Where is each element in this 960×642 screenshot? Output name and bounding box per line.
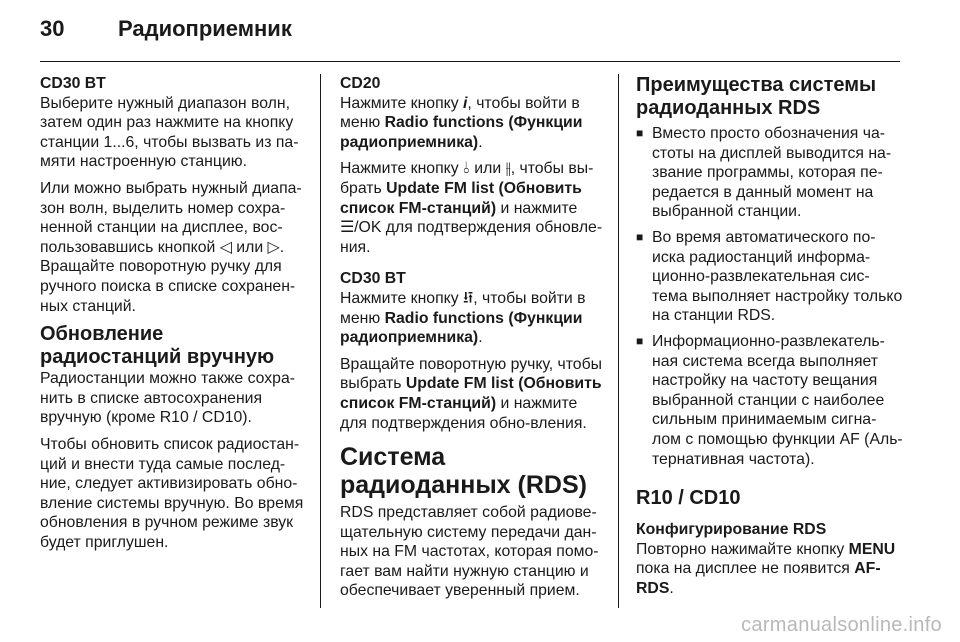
watermark: carmanualsonline.info: [741, 614, 942, 636]
page-header: [0, 0, 960, 62]
page-number: 30: [40, 16, 65, 41]
paragraph: Выберите нужный диапазон волн, затем один раз нажмите на кнопку станции 1...6, чтобы вызвать из па-мяти настроенную станцию.: [40, 94, 299, 171]
text: пока на дисплее не появится: [636, 560, 850, 578]
text: Повторно нажимайте кнопку: [636, 540, 845, 558]
paragraph: [636, 540, 904, 599]
paragraph: [340, 94, 604, 153]
text: Нажмите кнопку: [340, 94, 459, 112]
seek-down-icon: ⫲: [505, 160, 511, 178]
paragraph: [340, 289, 604, 348]
af-rds-label: AF-RDS: [636, 560, 881, 597]
text: .: [478, 329, 483, 347]
info-icon: i: [463, 94, 468, 112]
paragraph: [340, 355, 604, 433]
menu-name: Radio functions (Функции радиоприемника): [340, 309, 583, 347]
text: /OK для подтверждения обновле-ния.: [340, 219, 603, 256]
paragraph: Или можно выбрать нужный диапа-зон волн, выделить номер сохра-ненной станции на дисплее, вос-пользовавшись кнопкой ◁ или ▷. Вращайте поворотную ручку для ручного поиска в списке сохранен-ных станций.: [40, 179, 302, 315]
heading-manual-update: Обновление радиостанций вручную: [40, 323, 275, 369]
list-item: ■ Информационно-развлекатель-ная система всегда выполняет настройку на частоту вещания выбранной станции с наиболее сильным принимаемым сигна-лом с помощью функции AF (Аль-тернативная частота).: [636, 332, 904, 469]
menu-item: Update FM list (Обновить список FM-станций): [340, 179, 582, 217]
text: .: [478, 133, 483, 151]
text: и нажмите для подтверждения обно-вления.: [340, 394, 587, 432]
heading-r10-cd10: R10 / CD10: [636, 487, 741, 510]
text: Вращайте поворотную ручку, чтобы выбрать: [340, 355, 602, 393]
paragraph: Чтобы обновить список радиостан-ций и внести туда самые послед-ние, следует активизировать обно-вление системы вручную. Во время обновления в ручном режиме звук будет приглушен.: [40, 435, 304, 551]
text: , чтобы вы-брать: [340, 160, 594, 197]
paragraph: RDS представляет собой радиове-щательную систему передачи дан-ных на FM частотах, которая помо-гает вам найти нужную станцию и обеспечивает уверенный прием.: [340, 504, 599, 600]
paragraph: [340, 159, 604, 257]
seek-up-icon: ⫰: [463, 160, 470, 178]
subheading-rds-config: Конфигурирование RDS: [636, 521, 827, 539]
text: Нажмите кнопку: [340, 289, 459, 307]
subheading-cd30bt: CD30 BT: [340, 270, 406, 288]
menu-ok-icon: ☰: [340, 219, 355, 237]
column-divider-2: [618, 74, 619, 608]
heading-rds-advantages: Преимущества системы радиоданных RDS: [636, 74, 877, 119]
text: Нажмите кнопку: [340, 160, 459, 178]
text: , чтобы войти в меню: [340, 289, 586, 327]
radio-function-icon: ⭿: [463, 289, 474, 307]
column-right: [636, 74, 904, 605]
text: и нажмите: [500, 199, 578, 217]
list-item: ■ Вместо просто обозначения ча-стоты на дисплей выводится на-звание программы, которая пе-редается в данный момент на выбранной станции.: [636, 124, 904, 222]
bullet-list: [636, 124, 904, 469]
heading-rds: Система радиоданных (RDS): [340, 443, 587, 500]
header-rule: [40, 61, 900, 62]
menu-item: Update FM list (Обновить список FM-станций): [340, 375, 602, 412]
column-divider-1: [320, 74, 321, 608]
paragraph: Радиостанции можно также сохра-нить в списке автосохранения вручную (кроме R10 / CD10).: [40, 370, 296, 427]
subheading-cd30bt: CD30 BT: [40, 75, 106, 92]
text: или: [474, 160, 502, 178]
text: .: [669, 579, 674, 597]
menu-name: Radio functions (Функции радиоприемника): [340, 114, 583, 151]
column-middle: [340, 74, 604, 608]
list-item: ■ Во время автоматического по-иска радиостанций информа-ционно-развлекательная сис-тема выполняет настройку только на станции RDS.: [636, 228, 904, 326]
menu-key: MENU: [848, 540, 896, 558]
text: , чтобы войти в меню: [340, 94, 580, 132]
subheading-cd20: CD20: [340, 75, 381, 92]
column-left: [40, 74, 304, 559]
page-title: Радиоприемник: [118, 16, 292, 41]
